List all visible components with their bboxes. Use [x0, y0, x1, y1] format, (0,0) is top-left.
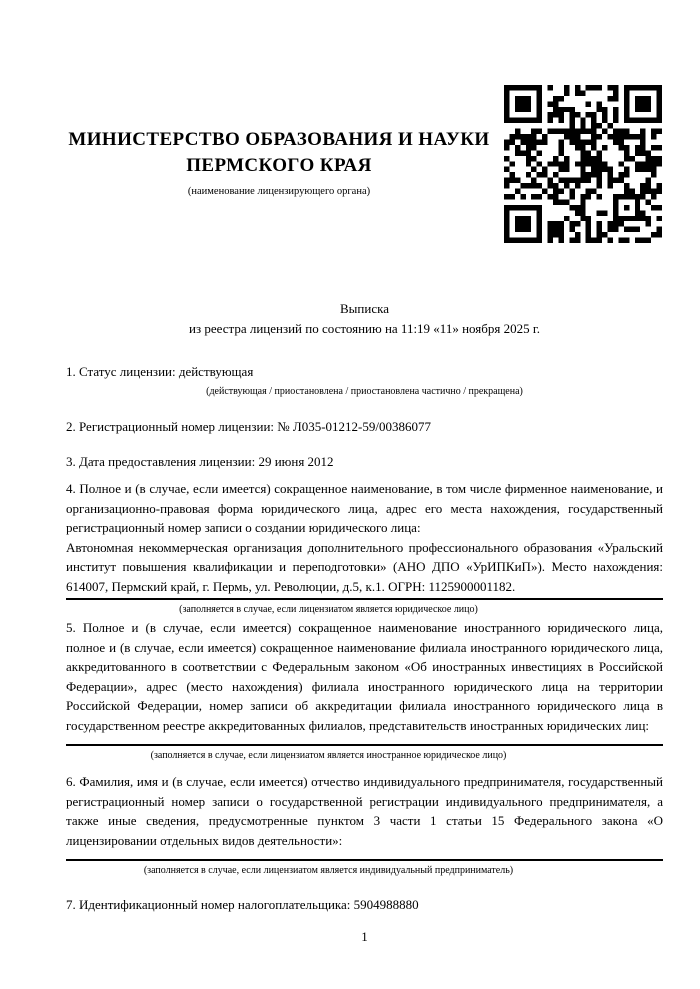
qr-code [504, 85, 662, 243]
item-7-taxpayer-id [66, 895, 663, 915]
legal-entity-question: 4. Полное и (в случае, если имеется) сокращенное наименование, в том числе фирменное наименование, и организационно-правовая форма юридического лица, адрес его места нахождения, государственный регистрационный номер записи о создании юридического лица: [66, 481, 663, 535]
license-status-options-caption: (действующая / приостановлена / приостановлена частично / прекращена) [206, 385, 523, 397]
entrepreneur-fill-line [66, 859, 663, 861]
entrepreneur-question: 6. Фамилия, имя и (в случае, если имеется) отчество индивидуального предпринимателя, государственный регистрационный номер записи о государственной регистрации индивидуального предпринимателя, а также иные сведения, предусмотренные пунктом 3 части 1 статьи 15 Федерального закона «О лицензировании отдельных видов деятельности»: [66, 774, 663, 848]
registration-number-text: 2. Регистрационный номер лицензии: № Л035-01212-59/00386077 [66, 419, 432, 434]
legal-entity-fill-line [66, 598, 663, 600]
item-3-grant-date [66, 452, 663, 472]
item-2-registration-number [66, 417, 663, 437]
qr-code-image [504, 85, 662, 243]
foreign-entity-question: 5. Полное и (в случае, если имеется) сокращенное наименование иностранного юридического лица, полное и (в случае, если имеется) сокращенное наименование филиала иностранного юридического лица, аккредитованного в соответствии с Федеральным законом «Об иностранных инвестициях в Российской Федерации», адрес (место нахождения) филиала иностранного юридического лица на территории Российской Федерации, номер записи об аккредитации филиала иностранного юридического лица в государственном реестре аккредитованных филиалов, представительств иностранных юридических лиц: [66, 620, 663, 733]
ministry-name-line1: МИНИСТЕРСТВО ОБРАЗОВАНИЯ И НАУКИ [68, 129, 490, 150]
legal-entity-caption: (заполняется в случае, если лицензиатом является юридическое лицо) [179, 604, 478, 615]
grant-date-text: 3. Дата предоставления лицензии: 29 июня 2012 [66, 454, 334, 469]
entrepreneur-caption: (заполняется в случае, если лицензиатом является индивидуальный предприниматель) [143, 865, 514, 876]
ministry-name-line2: ПЕРМСКОГО КРАЯ [186, 155, 372, 176]
item-5-foreign-entity [66, 618, 663, 762]
document-title [66, 299, 663, 338]
item-1-license-status [66, 362, 663, 398]
document-title-line2: из реестра лицензий по состоянию на 11:19 «11» ноября 2025 г. [189, 320, 540, 336]
legal-entity-answer: Автономная некоммерческая организация дополнительного профессионального образования «Уральский институт повышения квалификации и переподготовки» (АНО ДПО «УрИПКиП»). Место нахождения: 614007, Пермский край, г. Пермь, ул. Революции, д.5, к.1. ОГРН: 1125900001182. [66, 539, 663, 594]
license-status-text: 1. Статус лицензии: действующая [66, 364, 254, 379]
document-title-line1: Выписка [340, 301, 389, 316]
taxpayer-id-text: 7. Идентификационный номер налогоплательщика: 5904988880 [66, 897, 419, 912]
foreign-entity-fill-line [66, 744, 663, 746]
licensing-authority-header [66, 127, 492, 198]
page-number: 1 [361, 929, 368, 944]
item-6-entrepreneur [66, 772, 663, 877]
foreign-entity-caption: (заполняется в случае, если лицензиатом является иностранное юридическое лицо) [150, 750, 507, 761]
item-4-legal-entity [66, 479, 663, 616]
ministry-caption: (наименование лицензирующего органа) [187, 186, 371, 197]
